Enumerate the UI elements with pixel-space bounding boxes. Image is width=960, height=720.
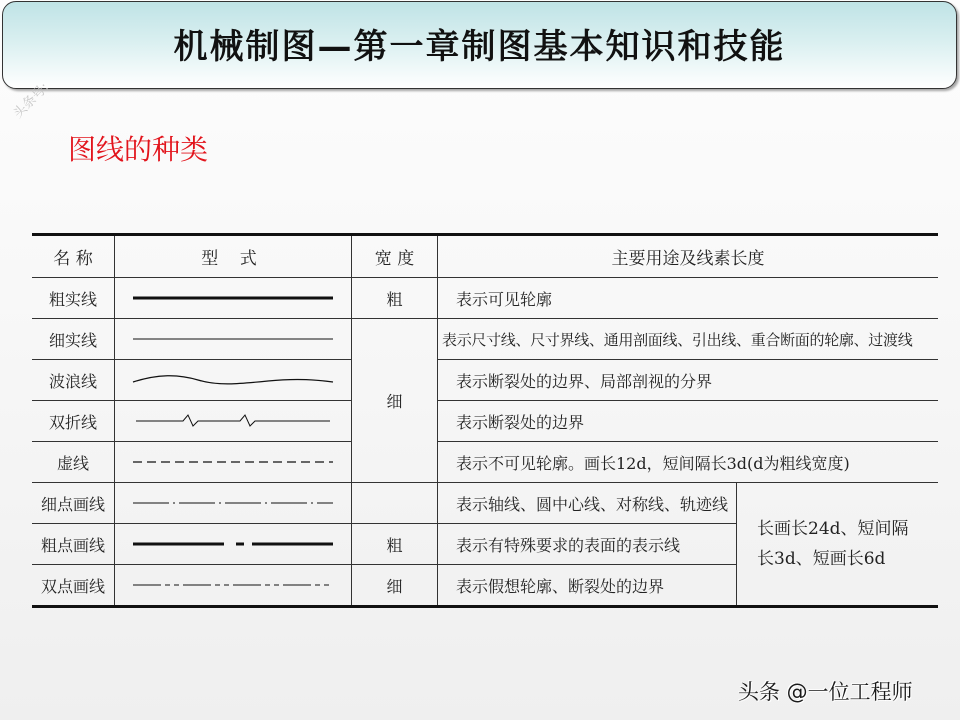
table-row [32, 360, 938, 401]
table-row [32, 442, 938, 483]
shared-note-line2: 长3d、短画长6d [757, 549, 886, 569]
line-sample-wavy [115, 360, 352, 401]
section-heading: 图线的种类 [68, 133, 209, 166]
table-row [32, 278, 938, 319]
row-name: 双点画线 [32, 565, 115, 607]
header-style: 型 式 [115, 235, 352, 278]
line-sample-dash-double-dot [115, 565, 352, 607]
thin-dash-dot-line-icon [128, 497, 338, 509]
dash-double-dot-line-icon [128, 579, 338, 591]
line-sample-dashed [115, 442, 352, 483]
table-row [32, 401, 938, 442]
line-sample-thick-solid [115, 278, 352, 319]
dashed-line-icon [128, 456, 338, 468]
row-name: 粗点画线 [32, 524, 115, 565]
line-sample-zigzag [115, 401, 352, 442]
row-usage: 表示有特殊要求的表面的表示线 [438, 524, 737, 565]
header-width: 宽 度 [352, 235, 438, 278]
header-usage: 主要用途及线素长度 [438, 235, 939, 278]
line-sample-thin-dash-dot [115, 483, 352, 524]
row-usage: 表示不可见轮廓。画长12d，短间隔长3d(d为粗线宽度) [438, 442, 939, 483]
title-banner [2, 1, 957, 89]
row-width-empty [352, 483, 438, 524]
row-width: 粗 [352, 524, 438, 565]
table-header-row [32, 235, 938, 278]
row-usage: 表示尺寸线、尺寸界线、通用剖面线、引出线、重合断面的轮廓、过渡线 [438, 319, 939, 360]
thin-solid-line-icon [128, 333, 338, 345]
row-usage: 表示轴线、圆中心线、对称线、轨迹线 [438, 483, 737, 524]
thick-solid-line-icon [128, 292, 338, 304]
table-row [32, 319, 938, 360]
row-usage: 表示可见轮廓 [438, 278, 939, 319]
row-name: 粗实线 [32, 278, 115, 319]
merged-width-thin: 细 [352, 319, 438, 483]
row-name: 细实线 [32, 319, 115, 360]
row-usage: 表示断裂处的边界 [438, 401, 939, 442]
shared-note-line1: 长画长24d、短间隔 [757, 519, 909, 539]
thick-dash-dot-line-icon [128, 538, 338, 550]
line-sample-thin-solid [115, 319, 352, 360]
zigzag-line-icon [128, 412, 338, 430]
row-width: 细 [352, 565, 438, 607]
row-usage: 表示假想轮廓、断裂处的边界 [438, 565, 737, 607]
row-usage: 表示断裂处的边界、局部剖视的分界 [438, 360, 939, 401]
line-types-table [32, 233, 938, 608]
shared-note [737, 483, 939, 607]
row-name: 波浪线 [32, 360, 115, 401]
row-name: 双折线 [32, 401, 115, 442]
row-width: 粗 [352, 278, 438, 319]
row-name: 细点画线 [32, 483, 115, 524]
wavy-line-icon [128, 372, 338, 388]
line-sample-thick-dash-dot [115, 524, 352, 565]
watermark-top: 头条号: [10, 80, 53, 122]
header-name: 名 称 [32, 235, 115, 278]
table-row [32, 483, 938, 524]
footer-watermark: 头条 @一位工程师 [738, 680, 913, 704]
row-name: 虚线 [32, 442, 115, 483]
page-title: 机械制图—第一章制图基本知识和技能 [173, 26, 786, 67]
